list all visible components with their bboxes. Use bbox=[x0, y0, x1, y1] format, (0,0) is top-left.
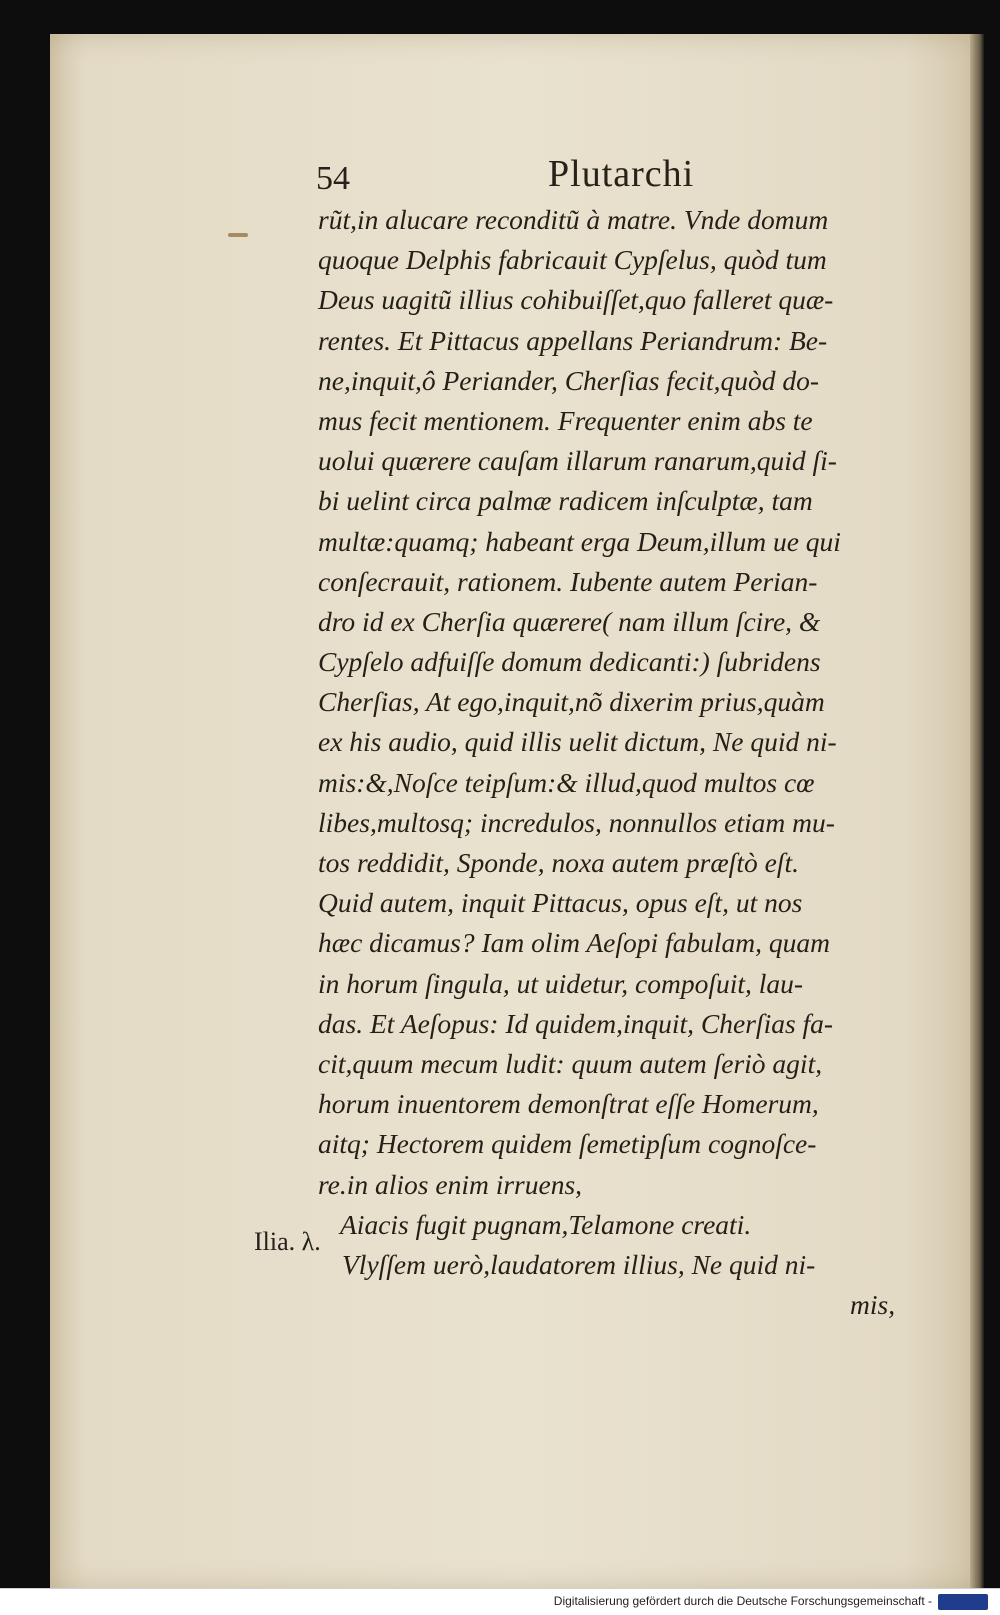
text-line: conſecrauit, rationem. Iubente autem Perian- bbox=[318, 565, 818, 597]
page-number: 54 bbox=[316, 160, 350, 197]
text-line: aitq; Hectorem quidem ſemetipſum cognoſce- bbox=[318, 1128, 817, 1160]
dfg-logo-icon bbox=[938, 1594, 988, 1610]
text-line: horum inuentorem demonſtrat eſſe Homerum, bbox=[318, 1088, 819, 1120]
verse-quotation: Aiacis fugit pugnam,Telamone creati. bbox=[340, 1208, 752, 1240]
catchword-line: mis, bbox=[850, 1289, 896, 1321]
text-line: in horum ſingula, ut uidetur, compoſuit, lau- bbox=[318, 967, 804, 999]
text-line: Vlyſſem uerò,laudatorem illius, Ne quid ni- bbox=[342, 1248, 816, 1280]
footer-credit: Digitalisierung gefördert durch die Deutsche Forschungsgemeinschaft - bbox=[553, 1594, 932, 1608]
text-line: dro id ex Cherſia quærere( nam illum ſcire, & bbox=[318, 605, 821, 637]
text-line: hæc dicamus? Iam olim Aeſopi fabulam, quam bbox=[318, 927, 831, 959]
text-line: rũt,in alucare reconditũ à matre. Vnde domum bbox=[318, 204, 829, 235]
text-line: mis:&,Noſce teipſum:& illud,quod multos cœ bbox=[318, 766, 815, 798]
text-line: cit,quum mecum ludit: quum autem ſeriò agit, bbox=[318, 1047, 823, 1079]
text-block bbox=[318, 200, 895, 1325]
text-line: re.in alios enim irruens, bbox=[318, 1168, 583, 1200]
text-line: uolui quærere cauſam illarum ranarum,quid ſi- bbox=[318, 445, 837, 477]
text-line: libes,multosq; incredulos, nonnullos etiam mu- bbox=[318, 806, 835, 838]
text-line: mus fecit mentionem. Frequenter enim abs te bbox=[318, 404, 813, 436]
footer-bar bbox=[0, 1588, 1000, 1615]
text-line: ne,inquit,ô Periander, Cherſias fecit,quòd do- bbox=[318, 364, 820, 396]
text-line: Cypſelo adfuiſſe domum dedicanti:) ſubridens bbox=[318, 646, 821, 678]
running-head: Plutarchi bbox=[548, 153, 695, 195]
text-line: das. Et Aeſopus: Id quidem,inquit, Cherſias fa- bbox=[318, 1007, 834, 1039]
text-line: tos reddidit, Sponde, noxa autem præſtò eſt. bbox=[318, 847, 799, 878]
text-line: Cherſias, At ego,inquit,nõ dixerim prius,quàm bbox=[318, 686, 825, 718]
text-line: quoque Delphis fabricauit Cypſelus, quòd tum bbox=[318, 244, 827, 276]
text-line: multæ:quamq; habeant erga Deum,illum ue qui bbox=[318, 525, 841, 557]
text-line: rentes. Et Pittacus appellans Periandrum: Be- bbox=[318, 324, 828, 356]
marginal-note: Ilia. λ. bbox=[254, 1227, 321, 1256]
ink-blot bbox=[228, 233, 248, 237]
text-line: Deus uagitũ illius cohibuiſſet,quo falleret quæ- bbox=[318, 284, 834, 316]
page-edge bbox=[970, 34, 984, 1589]
text-line: ex his audio, quid illis uelit dictum, Ne quid ni- bbox=[318, 726, 837, 758]
text-line: bi uelint circa palmæ radicem inſculptæ, tam bbox=[318, 485, 813, 517]
text-line: Quid autem, inquit Pittacus, opus eſt, ut nos bbox=[318, 887, 803, 919]
